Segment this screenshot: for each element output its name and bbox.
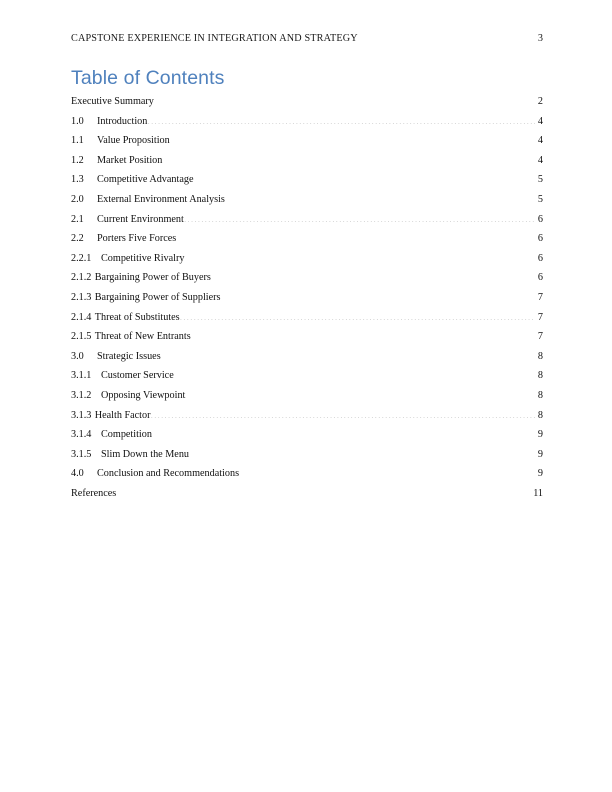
toc-entry-page-number: 6 (537, 213, 543, 225)
toc-entry-title: Health Factor (94, 409, 151, 421)
running-header (71, 33, 543, 44)
toc-entry-page-number: 7 (537, 291, 543, 303)
toc-entry[interactable] (71, 386, 543, 406)
toc-entry-page-number: 6 (537, 233, 543, 245)
toc-entry-page-number: 4 (537, 135, 543, 147)
toc-entry-number: 1.1 (71, 135, 84, 147)
toc-entry-page-number: 5 (537, 193, 543, 205)
toc-entry-number: 3.1.4 (71, 429, 92, 441)
toc-entry-title: Porters Five Forces (97, 233, 177, 245)
toc-leader-dots (239, 466, 534, 476)
toc-leader-dots (221, 290, 535, 300)
toc-entry-number: 2.1.4 (71, 311, 92, 323)
table-of-contents-list (71, 92, 543, 503)
toc-leader-dots (152, 427, 535, 437)
toc-leader-dots (154, 94, 535, 104)
toc-entry-title: Threat of New Entrants (94, 331, 191, 343)
toc-entry-title: Strategic Issues (97, 350, 161, 362)
toc-entry-page-number: 8 (537, 409, 543, 421)
toc-entry[interactable] (71, 347, 543, 367)
toc-entry-number: 2.2 (71, 233, 84, 245)
toc-leader-dots (147, 113, 534, 123)
toc-entry-number: 2.0 (71, 193, 84, 205)
toc-leader-dots (170, 133, 535, 143)
toc-entry[interactable] (71, 445, 543, 465)
toc-leader-dots (176, 231, 534, 241)
toc-entry-page-number: 9 (537, 468, 543, 480)
toc-entry-number: 4.0 (71, 468, 84, 480)
toc-entry-title: References (71, 487, 117, 499)
toc-leader-dots (162, 153, 534, 163)
toc-entry[interactable] (71, 131, 543, 151)
toc-entry-number: 3.1.1 (71, 370, 92, 382)
toc-entry-page-number: 2 (537, 96, 543, 107)
toc-entry-number: 3.0 (71, 350, 84, 362)
toc-entry[interactable] (71, 210, 543, 230)
toc-entry-page-number: 7 (537, 331, 543, 343)
toc-entry-number: 2.2.1 (71, 252, 92, 264)
toc-leader-dots (180, 309, 535, 319)
toc-entry-title: Conclusion and Recommendations (97, 468, 240, 480)
toc-entry[interactable] (71, 92, 543, 112)
running-header-title: CAPSTONE EXPERIENCE IN INTEGRATION AND STRATEGY (71, 33, 358, 44)
toc-entry-number: 2.1 (71, 213, 84, 225)
toc-leader-dots (211, 270, 535, 280)
toc-leader-dots (116, 486, 532, 496)
toc-entry-number: 2.1.5 (71, 331, 92, 343)
toc-entry-page-number: 9 (537, 429, 543, 441)
toc-entry-title: Competitive Advantage (97, 174, 194, 186)
toc-entry-page-number: 4 (537, 115, 543, 127)
toc-entry-title: Bargaining Power of Suppliers (94, 291, 221, 303)
page-title: Table of Contents (71, 67, 225, 89)
toc-entry[interactable] (71, 327, 543, 347)
toc-entry[interactable] (71, 484, 543, 504)
toc-leader-dots (185, 388, 534, 398)
toc-entry-page-number: 9 (537, 448, 543, 460)
toc-entry-number: 3.1.3 (71, 409, 92, 421)
toc-entry-title: Competitive Rivalry (101, 252, 185, 264)
toc-entry[interactable] (71, 425, 543, 445)
toc-entry-number: 3.1.5 (71, 448, 92, 460)
toc-entry-page-number: 5 (537, 174, 543, 186)
running-header-page-number: 3 (537, 33, 543, 44)
toc-entry[interactable] (71, 170, 543, 190)
toc-entry-number: 2.1.2 (71, 272, 92, 284)
toc-entry-title: Opposing Viewpoint (101, 389, 186, 401)
toc-entry-number: 1.2 (71, 154, 84, 166)
toc-entry-title: Market Position (97, 154, 163, 166)
toc-entry-number: 2.1.3 (71, 291, 92, 303)
toc-entry-page-number: 6 (537, 252, 543, 264)
toc-entry-title: Executive Summary (71, 96, 154, 107)
toc-entry[interactable] (71, 288, 543, 308)
toc-entry[interactable] (71, 464, 543, 484)
toc-entry-title: Bargaining Power of Buyers (94, 272, 211, 284)
toc-entry-title: Threat of Substitutes (94, 311, 180, 323)
toc-leader-dots (151, 407, 535, 417)
toc-entry[interactable] (71, 249, 543, 269)
toc-entry-title: Competition (101, 429, 152, 441)
toc-leader-dots (161, 349, 535, 359)
toc-entry[interactable] (71, 268, 543, 288)
toc-entry[interactable] (71, 190, 543, 210)
toc-entry-number: 1.3 (71, 174, 84, 186)
toc-leader-dots (184, 211, 535, 221)
toc-entry-page-number: 7 (537, 311, 543, 323)
toc-entry-page-number: 6 (537, 272, 543, 284)
toc-entry-page-number: 8 (537, 350, 543, 362)
toc-entry-page-number: 4 (537, 154, 543, 166)
toc-entry[interactable] (71, 151, 543, 171)
toc-leader-dots (189, 447, 534, 457)
toc-leader-dots (184, 251, 534, 261)
toc-entry-page-number: 8 (537, 370, 543, 382)
toc-entry[interactable] (71, 112, 543, 132)
toc-leader-dots (174, 368, 535, 378)
toc-entry-title: Customer Service (101, 370, 174, 382)
toc-entry-title: Slim Down the Menu (101, 448, 190, 460)
toc-leader-dots (191, 329, 535, 339)
toc-leader-dots (193, 172, 534, 182)
toc-entry[interactable] (71, 366, 543, 386)
toc-entry-page-number: 8 (537, 389, 543, 401)
toc-entry-title: Current Environment (97, 213, 184, 225)
toc-leader-dots (225, 192, 535, 202)
toc-entry-title: External Environment Analysis (97, 193, 225, 205)
toc-entry-number: 1.0 (71, 115, 84, 127)
toc-entry-page-number: 11 (533, 487, 543, 499)
toc-entry[interactable] (71, 406, 543, 426)
toc-entry-title: Introduction (97, 115, 148, 127)
toc-entry-number: 3.1.2 (71, 389, 92, 401)
toc-entry[interactable] (71, 229, 543, 249)
toc-entry[interactable] (71, 308, 543, 328)
toc-entry-title: Value Proposition (97, 135, 170, 147)
